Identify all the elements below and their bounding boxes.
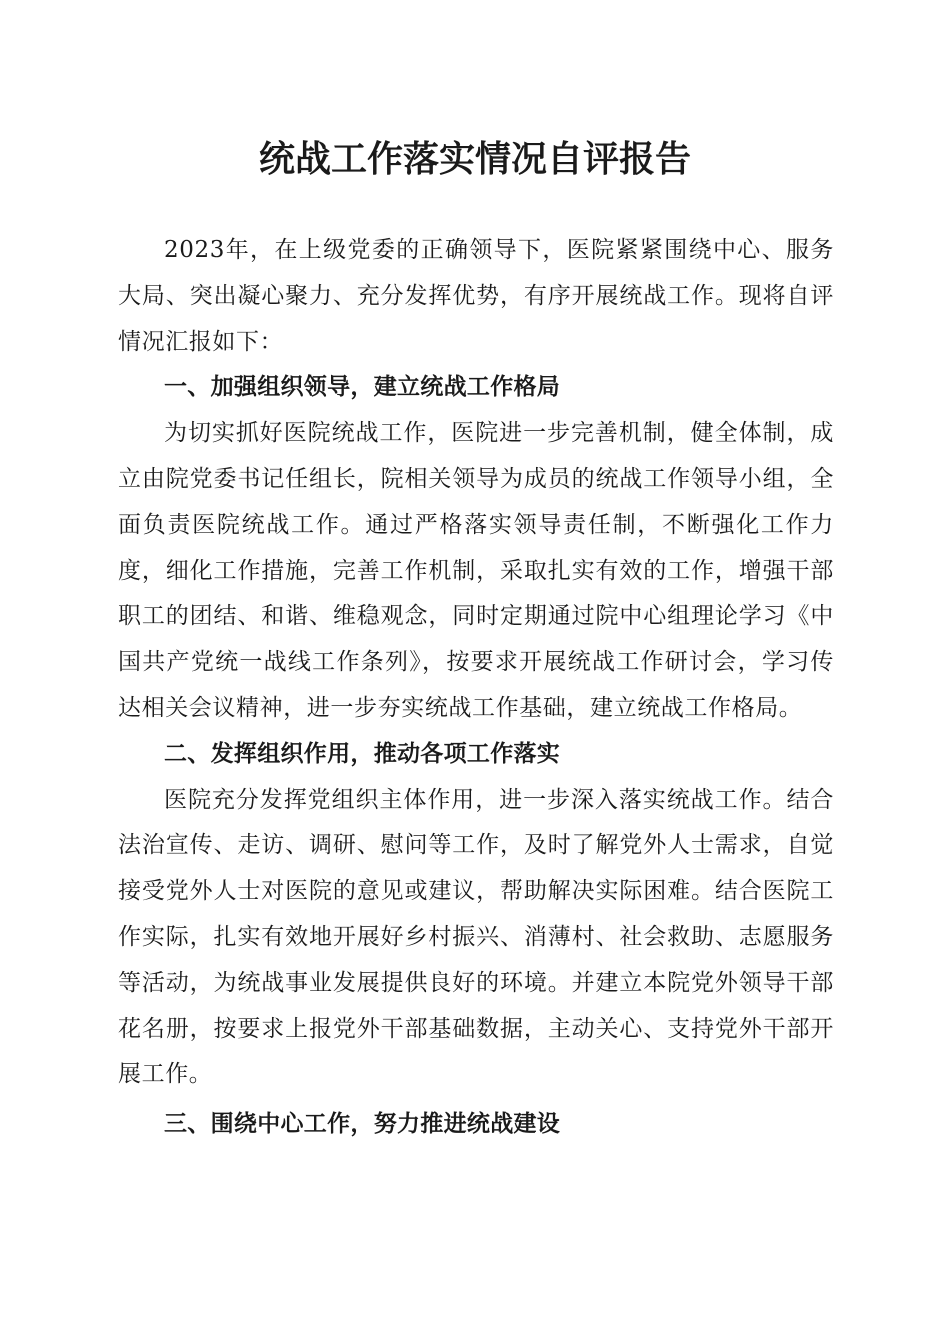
section-2-heading: 二、发挥组织作用，推动各项工作落实	[164, 740, 561, 767]
section-3-heading: 三、围绕中心工作，努力推进统战建设	[164, 1111, 561, 1138]
section-1-heading: 一、加强组织领导，建立统战工作格局	[164, 374, 561, 401]
section-2-paragraph: 医院充分发挥党组织主体作用，进一步深入落实统战工作。结合法治宣传、走访、调研、慰问等工作，及时了解党外人士需求，自觉接受党外人士对医院的意见或建议，帮助解决实际困难。结合医院工作实际，扎实有效地开展好乡村振兴、消薄村、社会救助、志愿服务等活动，为统战事业发展提供良好的环境。并建立本院党外领导干部花名册，按要求上报党外干部基础数据，主动关心、支持党外干部开展工作。	[118, 786, 834, 1088]
section-1-paragraph: 为切实抓好医院统战工作，医院进一步完善机制，健全体制，成立由院党委书记任组长，院相关领导为成员的统战工作领导小组，全面负责医院统战工作。通过严格落实领导责任制，不断强化工作力度，细化工作措施，完善工作机制，采取扎实有效的工作，增强干部职工的团结、和谐、维稳观念，同时定期通过院中心组理论学习《中国共产党统一战线工作条列》，按要求开展统战工作研讨会，学习传达相关会议精神，进一步夯实统战工作基础，建立统战工作格局。	[118, 420, 834, 721]
intro-paragraph: 2023年，在上级党委的正确领导下，医院紧紧围绕中心、服务大局、突出凝心聚力、充分发挥优势，有序开展统战工作。现将自评情况汇报如下：	[118, 237, 834, 355]
page-title: 统战工作落实情况自评报告	[258, 138, 691, 180]
document-body	[118, 228, 834, 1148]
